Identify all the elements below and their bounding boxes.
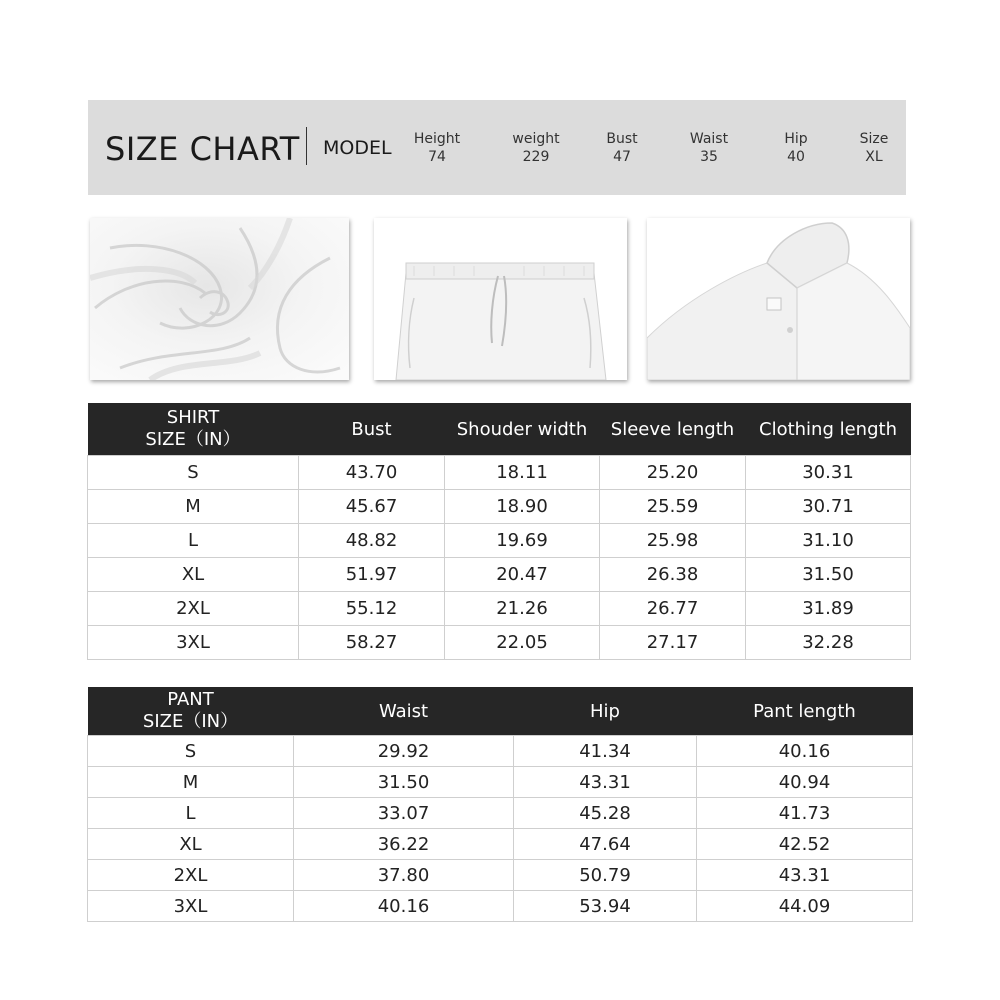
stat-value: 47 bbox=[613, 149, 631, 165]
stat-value: 229 bbox=[522, 149, 550, 165]
table-cell: 53.94 bbox=[514, 891, 697, 922]
column-header: Bust bbox=[299, 403, 445, 456]
table-cell: 51.97 bbox=[299, 558, 445, 592]
table-cell: 48.82 bbox=[299, 524, 445, 558]
table-row bbox=[88, 592, 911, 626]
table-row bbox=[88, 524, 911, 558]
column-header: Hip bbox=[514, 687, 697, 736]
table-cell: 25.59 bbox=[600, 490, 746, 524]
table-cell: 27.17 bbox=[600, 626, 746, 660]
size-cell: 2XL bbox=[88, 860, 294, 891]
fabric-texture-photo bbox=[90, 218, 349, 380]
stat-label: Waist bbox=[689, 131, 729, 147]
size-cell: L bbox=[88, 524, 299, 558]
pant-waistband-photo bbox=[374, 218, 627, 380]
header-line: SIZE（IN） bbox=[145, 429, 241, 450]
table-cell: 19.69 bbox=[445, 524, 600, 558]
table-cell: 45.28 bbox=[514, 798, 697, 829]
table-cell: 36.22 bbox=[294, 829, 514, 860]
header-line: SHIRT bbox=[166, 407, 220, 428]
model-stat-waist bbox=[684, 130, 734, 166]
size-cell: XL bbox=[88, 829, 294, 860]
table-row bbox=[88, 829, 913, 860]
table-row bbox=[88, 736, 913, 767]
model-stat-height bbox=[410, 130, 464, 166]
table-cell: 44.09 bbox=[697, 891, 913, 922]
shirt-size-table bbox=[87, 403, 911, 660]
table-cell: 26.77 bbox=[600, 592, 746, 626]
table-cell: 20.47 bbox=[445, 558, 600, 592]
header-line: SIZE（IN） bbox=[142, 711, 239, 732]
table-cell: 40.94 bbox=[697, 767, 913, 798]
table-header-row bbox=[88, 687, 913, 736]
table-header-row bbox=[88, 403, 911, 456]
table-row bbox=[88, 558, 911, 592]
table-cell: 55.12 bbox=[299, 592, 445, 626]
table-cell: 33.07 bbox=[294, 798, 514, 829]
table-cell: 40.16 bbox=[294, 891, 514, 922]
table-cell: 43.70 bbox=[299, 456, 445, 490]
table-row bbox=[88, 860, 913, 891]
size-cell: M bbox=[88, 490, 299, 524]
table-cell: 31.50 bbox=[746, 558, 911, 592]
table-cell: 42.52 bbox=[697, 829, 913, 860]
column-header: Sleeve length bbox=[600, 403, 746, 456]
table-cell: 41.34 bbox=[514, 736, 697, 767]
title-divider bbox=[306, 127, 307, 165]
table-cell: 43.31 bbox=[514, 767, 697, 798]
model-label: MODEL bbox=[323, 137, 392, 159]
stat-label: Hip bbox=[784, 131, 808, 147]
stat-label: weight bbox=[512, 131, 560, 147]
size-cell: 3XL bbox=[88, 891, 294, 922]
table-cell: 18.11 bbox=[445, 456, 600, 490]
table-cell: 26.38 bbox=[600, 558, 746, 592]
header-line: PANT bbox=[167, 689, 214, 710]
table-cell: 21.26 bbox=[445, 592, 600, 626]
size-cell: L bbox=[88, 798, 294, 829]
table-cell: 31.10 bbox=[746, 524, 911, 558]
size-cell: 2XL bbox=[88, 592, 299, 626]
table-cell: 43.31 bbox=[697, 860, 913, 891]
table-cell: 31.50 bbox=[294, 767, 514, 798]
table-cell: 29.92 bbox=[294, 736, 514, 767]
size-cell: 3XL bbox=[88, 626, 299, 660]
model-stat-hip bbox=[776, 130, 816, 166]
table-cell: 31.89 bbox=[746, 592, 911, 626]
table-cell: 40.16 bbox=[697, 736, 913, 767]
shirt-size-header bbox=[88, 403, 299, 456]
table-cell: 25.20 bbox=[600, 456, 746, 490]
column-header: Pant length bbox=[697, 687, 913, 736]
table-cell: 41.73 bbox=[697, 798, 913, 829]
model-stat-size bbox=[854, 130, 894, 166]
table-cell: 30.71 bbox=[746, 490, 911, 524]
table-cell: 47.64 bbox=[514, 829, 697, 860]
pant-size-table bbox=[87, 687, 913, 922]
column-header: Shouder width bbox=[445, 403, 600, 456]
table-cell: 22.05 bbox=[445, 626, 600, 660]
stat-label: Height bbox=[413, 131, 461, 147]
stat-label: Bust bbox=[606, 131, 638, 147]
stat-value: 35 bbox=[700, 149, 718, 165]
model-stat-weight bbox=[506, 130, 566, 166]
table-cell: 58.27 bbox=[299, 626, 445, 660]
table-row bbox=[88, 767, 913, 798]
table-cell: 25.98 bbox=[600, 524, 746, 558]
table-cell: 50.79 bbox=[514, 860, 697, 891]
size-cell: XL bbox=[88, 558, 299, 592]
shirt-collar-photo bbox=[647, 218, 910, 380]
table-row bbox=[88, 798, 913, 829]
stat-value: XL bbox=[865, 149, 883, 165]
model-stat-bust bbox=[598, 130, 646, 166]
table-row bbox=[88, 626, 911, 660]
table-cell: 18.90 bbox=[445, 490, 600, 524]
table-cell: 45.67 bbox=[299, 490, 445, 524]
table-row bbox=[88, 490, 911, 524]
table-cell: 32.28 bbox=[746, 626, 911, 660]
pant-size-header bbox=[88, 687, 294, 736]
table-row bbox=[88, 456, 911, 490]
stat-label: Size bbox=[859, 131, 889, 147]
stat-value: 40 bbox=[787, 149, 805, 165]
size-cell: M bbox=[88, 767, 294, 798]
size-cell: S bbox=[88, 456, 299, 490]
page-title: SIZE CHART bbox=[105, 130, 300, 168]
size-cell: S bbox=[88, 736, 294, 767]
column-header: Waist bbox=[294, 687, 514, 736]
size-chart-header bbox=[88, 100, 906, 195]
table-row bbox=[88, 891, 913, 922]
table-cell: 30.31 bbox=[746, 456, 911, 490]
stat-value: 74 bbox=[428, 149, 446, 165]
table-cell: 37.80 bbox=[294, 860, 514, 891]
column-header: Clothing length bbox=[746, 403, 911, 456]
